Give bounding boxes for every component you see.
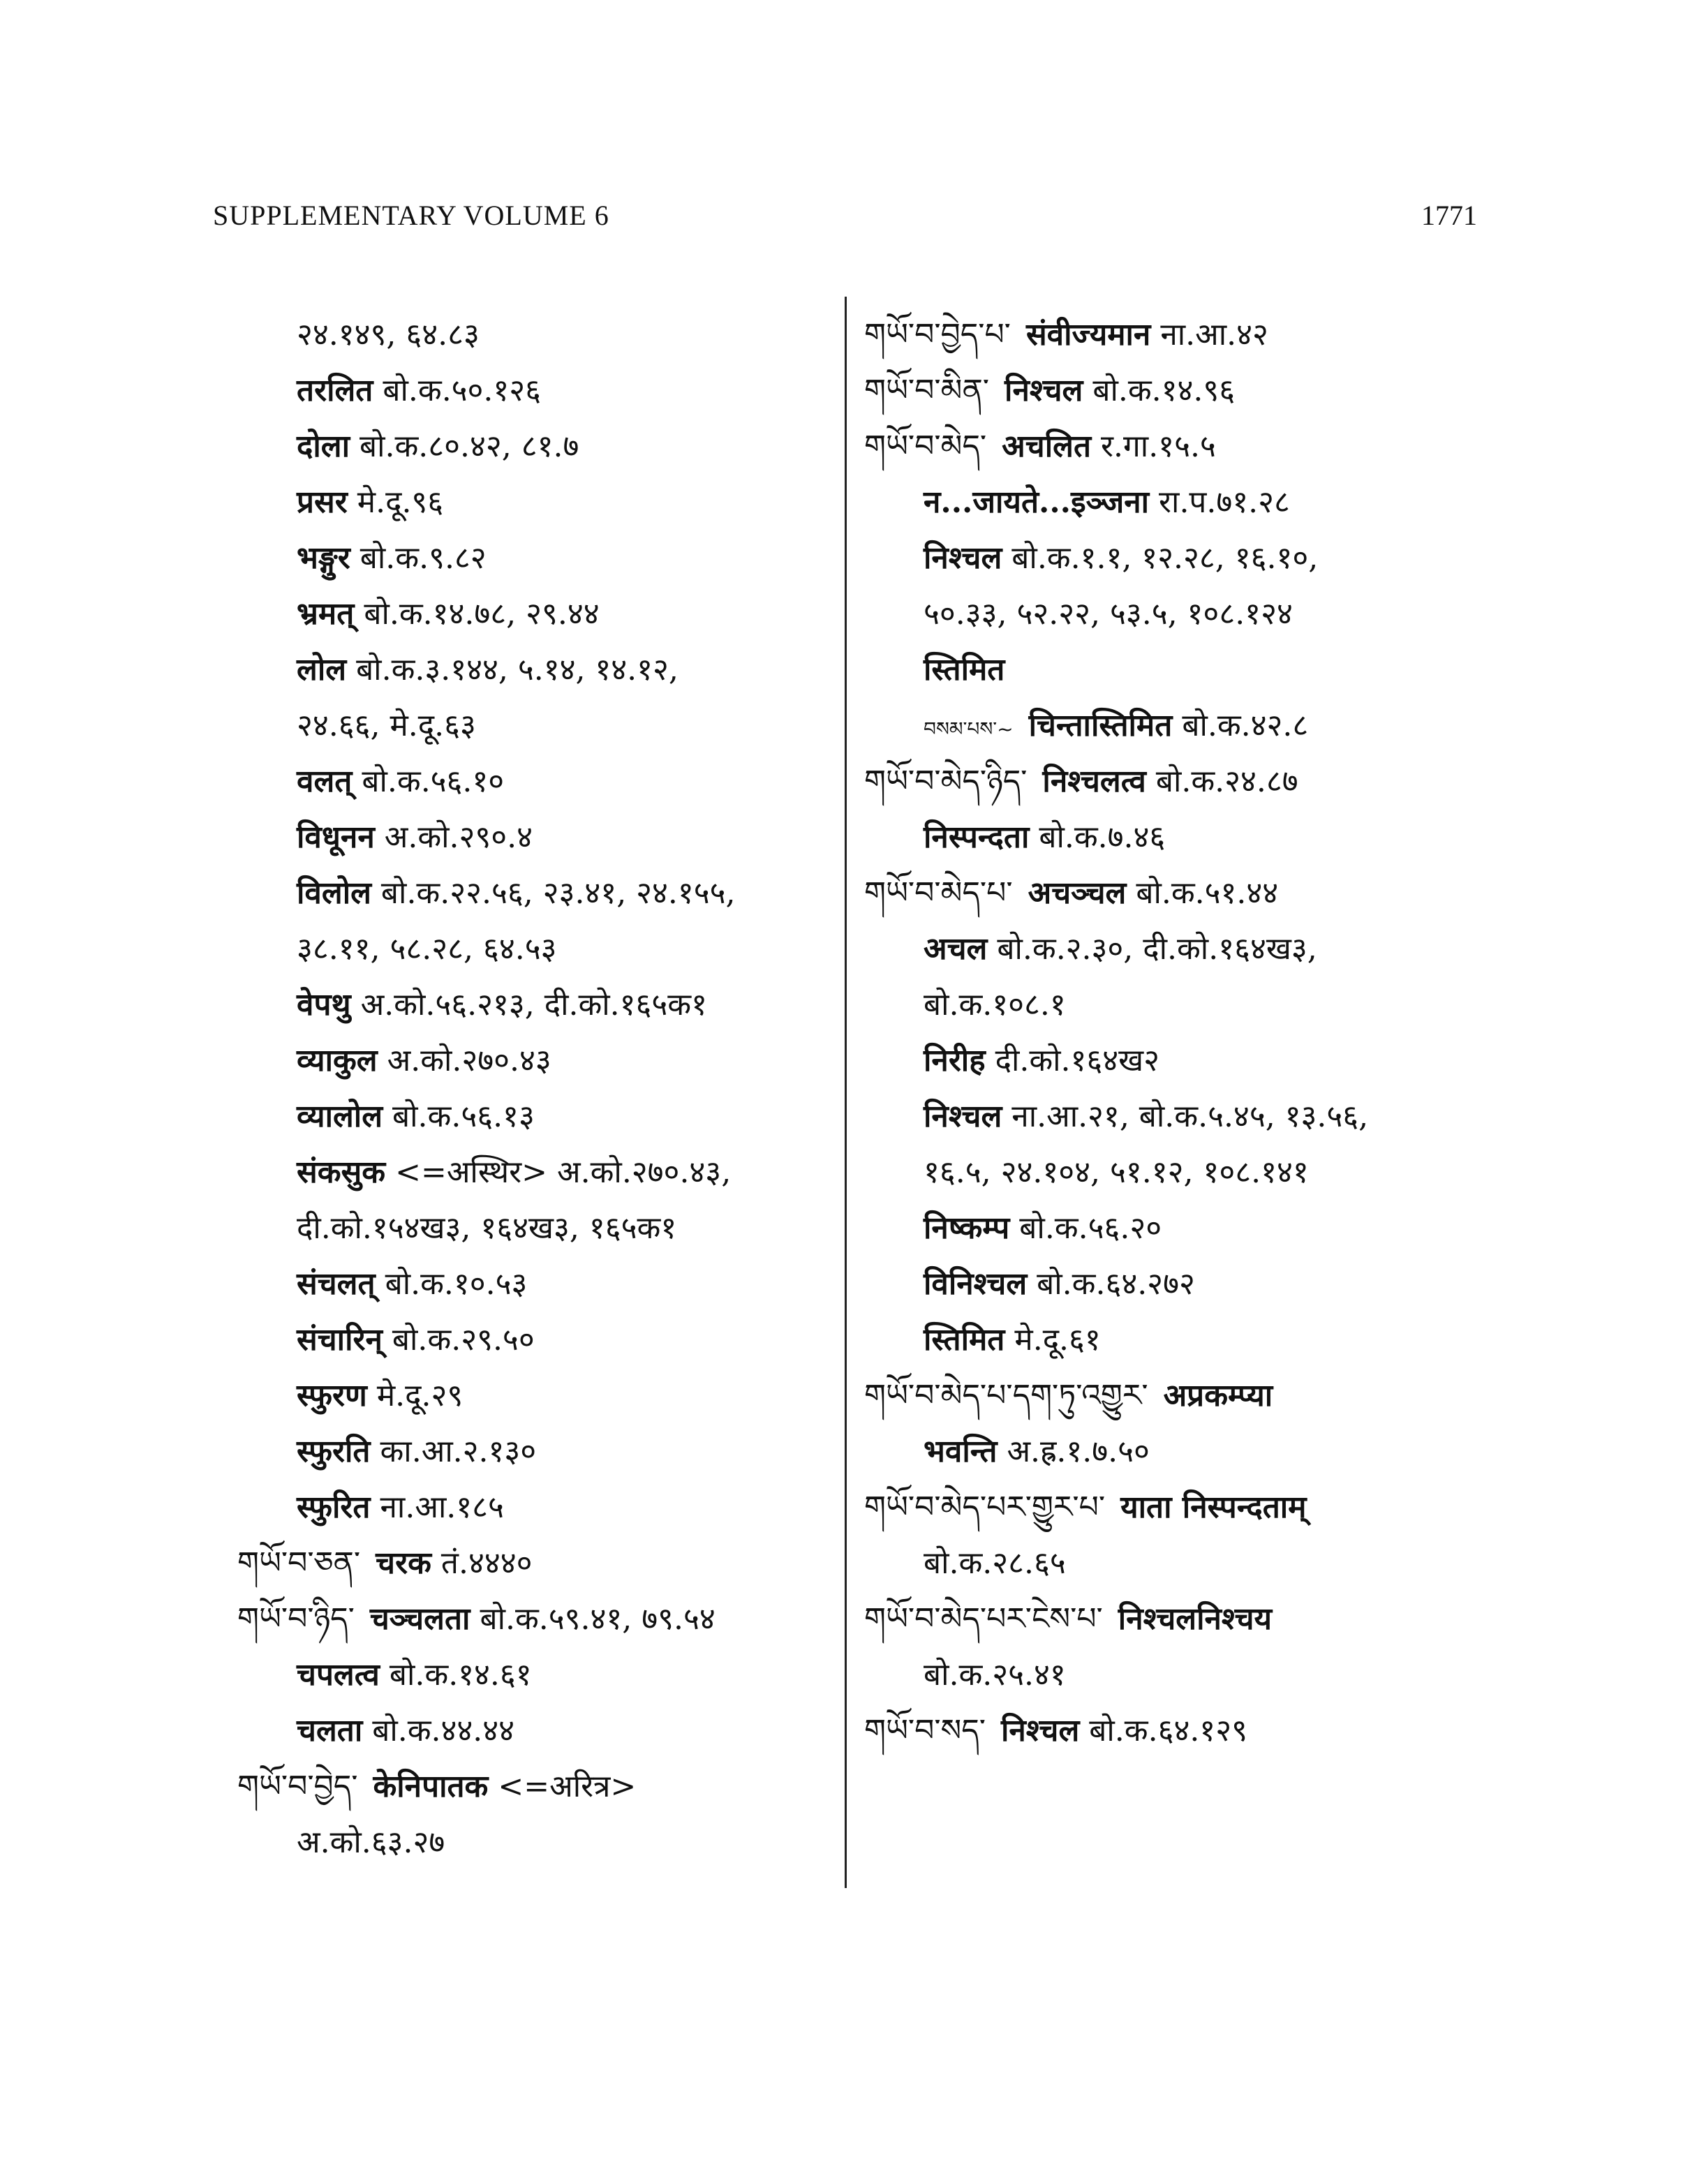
dictionary-line — [237, 419, 838, 475]
sanskrit-equivalent: निश्चल — [1000, 1713, 1080, 1748]
source-reference: बो.क.६४.२७२ — [1037, 1266, 1195, 1302]
sanskrit-equivalent: भ्रमत् — [297, 596, 355, 632]
source-reference: ना.आ.४२ — [1160, 317, 1268, 352]
dictionary-line — [237, 698, 838, 754]
sanskrit-equivalent: चिन्तास्तिमित — [1028, 708, 1173, 743]
source-reference: ५०.३३, ५२.२२, ५३.५, १०८.१२४ — [924, 596, 1293, 632]
sanskrit-equivalent: संकसुक — [297, 1154, 386, 1190]
source-reference: तं.४४४० — [440, 1545, 533, 1581]
dictionary-line — [237, 1033, 838, 1089]
dictionary-line — [864, 1647, 1478, 1703]
dictionary-line — [237, 1591, 838, 1647]
dictionary-line — [237, 866, 838, 921]
dictionary-line — [237, 921, 838, 977]
source-reference: बो.क.४४.४४ — [372, 1713, 515, 1748]
sanskrit-equivalent: निश्चल — [924, 1099, 1002, 1134]
sanskrit-equivalent: विनिश्चल — [924, 1266, 1028, 1302]
dictionary-line — [864, 1033, 1478, 1089]
sanskrit-equivalent: अचलित — [1002, 429, 1092, 464]
source-reference: बो.क.५६.१३ — [392, 1099, 535, 1134]
source-reference: बो.क.१.१, १२.२८, १६.१०, — [1011, 540, 1319, 576]
source-reference: अ.को.६३.२७ — [297, 1825, 445, 1860]
dictionary-line — [237, 1201, 838, 1256]
source-reference: दी.को.१५४ख३, १६४ख३, १६५क१ — [297, 1210, 677, 1246]
dictionary-line — [864, 642, 1478, 698]
source-reference: बो.क.५९.४१, ७९.५४ — [480, 1601, 716, 1637]
sanskrit-equivalent: चलता — [297, 1713, 363, 1748]
source-reference: २४.६६, मे.दू.६३ — [297, 708, 476, 743]
source-reference: बो.क.१०.५३ — [385, 1266, 528, 1302]
source-reference: <=अस्थिर> अ.को.२७०.४३, — [395, 1154, 732, 1190]
dictionary-line — [864, 1312, 1478, 1368]
source-reference: २४.१४९, ६४.८३ — [297, 317, 480, 352]
source-reference: ३८.११, ५८.२८, ६४.५३ — [297, 931, 557, 967]
source-reference: बो.क.९.८२ — [360, 540, 487, 576]
dictionary-line — [237, 363, 838, 419]
sanskrit-equivalent: संचलत् — [297, 1266, 376, 1302]
source-reference: बो.क.२९.५० — [392, 1322, 535, 1358]
source-reference: बो.क.२५.४१ — [924, 1657, 1066, 1693]
dictionary-line — [864, 1424, 1478, 1480]
dictionary-line — [864, 698, 1478, 754]
tibetan-headword: གཡོ་བ་སད་ — [864, 1713, 986, 1748]
dictionary-line — [237, 1647, 838, 1703]
source-reference: ना.आ.२१, बो.क.५.४५, १३.५६, — [1011, 1099, 1369, 1134]
sanskrit-equivalent: निश्चलनिश्चय — [1118, 1601, 1273, 1637]
tibetan-headword: གཡོ་བ་མེད་པ་ — [864, 875, 1013, 911]
dictionary-line — [864, 586, 1478, 642]
dictionary-line — [237, 1256, 838, 1312]
tibetan-headword: གཡོ་བ་མེད་པར་གྱུར་པ་ — [864, 1490, 1106, 1525]
sanskrit-equivalent: निश्चलत्व — [1042, 764, 1146, 799]
dictionary-line — [237, 810, 838, 866]
dictionary-line — [864, 307, 1478, 363]
dictionary-line — [864, 866, 1478, 921]
source-reference: बो.क.१४.९६ — [1092, 373, 1236, 408]
tibetan-headword: གཡོ་བ་མིན་ — [864, 373, 990, 408]
running-head: SUPPLEMENTARY VOLUME 6 — [213, 200, 609, 231]
dictionary-line — [237, 1703, 838, 1759]
source-reference: बो.क.१४.७८, २९.४४ — [364, 596, 600, 632]
sanskrit-equivalent: प्रसर — [297, 484, 348, 520]
source-reference: र.गा.१५.५ — [1101, 429, 1216, 464]
source-reference: बो.क.२२.५६, २३.४१, २४.१५५, — [380, 875, 736, 911]
page-header — [213, 199, 1477, 241]
tibetan-headword: གཡོ་བ་མེད་པར་ངེས་པ་ — [864, 1601, 1103, 1637]
sanskrit-equivalent: निश्चल — [924, 540, 1002, 576]
column-divider — [845, 297, 847, 1888]
source-reference: का.आ.२.१३० — [380, 1434, 537, 1469]
dictionary-line — [864, 1703, 1478, 1759]
sanskrit-equivalent: निस्पन्दता — [924, 819, 1030, 855]
dictionary-line — [864, 530, 1478, 586]
dictionary-line — [237, 475, 838, 530]
dictionary-line — [864, 1368, 1478, 1424]
source-reference: बो.क.१४.६१ — [389, 1657, 532, 1693]
tibetan-headword: གཡོ་བ་ཅན་ — [237, 1545, 361, 1581]
sanskrit-equivalent: स्फुरति — [297, 1434, 371, 1469]
dictionary-line — [237, 530, 838, 586]
sanskrit-equivalent: चरक — [376, 1545, 431, 1581]
dictionary-line — [237, 1424, 838, 1480]
source-reference: बो.क.१०८.१ — [924, 987, 1066, 1023]
sanskrit-equivalent: व्यालोल — [297, 1099, 383, 1134]
tibetan-headword: གཡོ་བ་བྱེད་ — [237, 1769, 358, 1804]
dictionary-line — [864, 1480, 1478, 1536]
sanskrit-equivalent: केनिपातक — [373, 1769, 489, 1804]
sanskrit-equivalent: वलत् — [297, 764, 353, 799]
source-reference: बो.क.३.१४४, ५.१४, १४.१२, — [356, 652, 679, 688]
dictionary-line — [864, 1089, 1478, 1145]
source-reference: बो.क.५६.१० — [362, 764, 505, 799]
sanskrit-equivalent: वेपथु — [297, 987, 351, 1023]
dictionary-line — [864, 419, 1478, 475]
source-reference: बो.क.२४.८७ — [1155, 764, 1298, 799]
source-reference: मे.दू.२९ — [376, 1378, 464, 1413]
dictionary-line — [237, 1536, 838, 1591]
left-column — [237, 307, 838, 1871]
dictionary-line — [237, 586, 838, 642]
sanskrit-equivalent: संचारिन् — [297, 1322, 383, 1358]
tibetan-headword: གཡོ་བ་ཉིད་ — [237, 1601, 355, 1637]
sanskrit-equivalent: भङ्गुर — [297, 540, 350, 576]
dictionary-line — [864, 754, 1478, 810]
dictionary-line — [237, 1815, 838, 1871]
sanskrit-equivalent: स्तिमित — [924, 652, 1005, 688]
source-reference: अ.को.२७०.४३ — [387, 1043, 551, 1078]
sanskrit-equivalent: स्फुरित — [297, 1490, 371, 1525]
sanskrit-equivalent: निश्चल — [1005, 373, 1083, 408]
source-reference: अ.ह्र.१.७.५० — [1007, 1434, 1150, 1469]
source-reference: रा.प.७१.२८ — [1159, 484, 1290, 520]
tibetan-headword: གཡོ་བ་མེད་ཉིད་ — [864, 764, 1028, 799]
sanskrit-equivalent: तरलित — [297, 373, 373, 408]
source-reference: ना.आ.१८५ — [380, 1490, 504, 1525]
dictionary-line — [237, 1145, 838, 1201]
dictionary-line — [864, 1536, 1478, 1591]
sanskrit-equivalent: न...जायते...इञ्जना — [924, 484, 1150, 520]
dictionary-line — [864, 810, 1478, 866]
source-reference: <=अरित्र> — [498, 1769, 637, 1804]
dictionary-line — [237, 1312, 838, 1368]
sanskrit-equivalent: विलोल — [297, 875, 371, 911]
dictionary-line — [237, 977, 838, 1033]
dictionary-line — [864, 1201, 1478, 1256]
source-reference: मे.दू.६१ — [1014, 1322, 1101, 1358]
sanskrit-equivalent: अप्रकम्प्या — [1163, 1378, 1273, 1413]
sanskrit-equivalent: विधूनन — [297, 819, 375, 855]
sanskrit-equivalent: स्तिमित — [924, 1322, 1005, 1358]
sanskrit-equivalent: अचञ्चल — [1028, 875, 1127, 911]
source-reference: दी.को.१६४ख२ — [995, 1043, 1160, 1078]
source-reference: बो.क.४२.८ — [1182, 708, 1309, 743]
source-reference: बो.क.२८.६५ — [924, 1545, 1066, 1581]
sanskrit-equivalent: चञ्चलता — [369, 1601, 470, 1637]
dictionary-line — [237, 307, 838, 363]
sanskrit-equivalent: चपलत्व — [297, 1657, 380, 1693]
dictionary-line — [864, 475, 1478, 530]
source-reference: अ.को.२९०.४ — [384, 819, 533, 855]
tibetan-headword: གཡོ་བ་མེད་པ་དག་ཏུ་འགྱུར་ — [864, 1378, 1148, 1413]
tibetan-headword: བསམ་པས་~ — [924, 718, 1014, 741]
dictionary-line — [237, 1368, 838, 1424]
source-reference: बो.क.५०.१२६ — [383, 373, 542, 408]
dictionary-line — [864, 1591, 1478, 1647]
dictionary-line — [237, 1759, 838, 1815]
dictionary-line — [237, 642, 838, 698]
source-reference: बो.क.५१.४४ — [1136, 875, 1279, 911]
dictionary-line — [237, 1480, 838, 1536]
source-reference: १६.५, २४.१०४, ५१.१२, १०८.१४१ — [924, 1154, 1309, 1190]
dictionary-line — [864, 921, 1478, 977]
dictionary-line — [864, 363, 1478, 419]
sanskrit-equivalent: लोल — [297, 652, 347, 688]
tibetan-headword: གཡོ་བ་མེད་ — [864, 429, 987, 464]
source-reference: बो.क.५६.२० — [1019, 1210, 1162, 1246]
sanskrit-equivalent: निष्कम्प — [924, 1210, 1010, 1246]
dictionary-line — [864, 1256, 1478, 1312]
dictionary-line — [237, 754, 838, 810]
sanskrit-equivalent: संवीज्यमान — [1025, 317, 1151, 352]
source-reference: मे.दू.९६ — [357, 484, 444, 520]
right-column — [864, 307, 1478, 1759]
sanskrit-equivalent: व्याकुल — [297, 1043, 378, 1078]
source-reference: बो.क.७.४६ — [1039, 819, 1166, 855]
page-number: 1771 — [1421, 200, 1477, 231]
source-reference: बो.क.२.३०, दी.को.१६४ख३, — [997, 931, 1317, 967]
dictionary-line — [864, 1145, 1478, 1201]
sanskrit-equivalent: दोला — [297, 429, 350, 464]
sanskrit-equivalent: निरीह — [924, 1043, 986, 1078]
sanskrit-equivalent: भवन्ति — [924, 1434, 998, 1469]
sanskrit-equivalent: अचल — [924, 931, 988, 967]
source-reference: बो.क.८०.४२, ८१.७ — [360, 429, 579, 464]
source-reference: बो.क.६४.१२९ — [1089, 1713, 1247, 1748]
sanskrit-equivalent: याता निस्पन्दताम् — [1120, 1490, 1307, 1525]
sanskrit-equivalent: स्फुरण — [297, 1378, 367, 1413]
dictionary-line — [237, 1089, 838, 1145]
tibetan-headword: གཡོ་བ་བྱེད་པ་ — [864, 317, 1011, 352]
source-reference: अ.को.५६.२१३, दी.को.१६५क१ — [360, 987, 707, 1023]
dictionary-line — [864, 977, 1478, 1033]
